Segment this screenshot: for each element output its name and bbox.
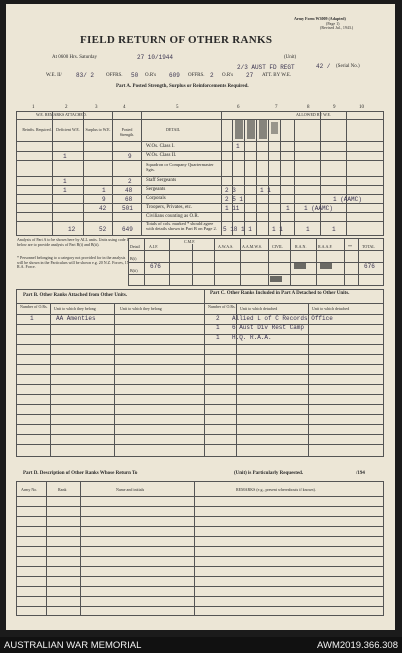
- row-value: 501: [122, 205, 133, 212]
- row-value: 1 1: [260, 187, 271, 194]
- row-detail: Totals of cols. marked * should agree with details shown in Part B on Page 2.: [146, 221, 217, 231]
- ors2-label: O.R's: [222, 73, 234, 78]
- part-c-unit: H.Q. R.A.A.: [232, 334, 272, 341]
- part-c-count: 2: [216, 315, 220, 322]
- part-c-col-number: Number of O.Rs.: [208, 304, 236, 309]
- row-value: 649: [122, 226, 133, 233]
- part-c-col-unit-2: Unit to which detached: [312, 306, 350, 311]
- offrs2-typed: 2: [210, 72, 214, 79]
- part-c-count: 1: [216, 324, 220, 331]
- at-hours-label: At 0600 Hrs. Saturday: [52, 55, 97, 60]
- offrs-typed: 50: [131, 72, 139, 79]
- part-b-unit: AA Amenties: [56, 315, 96, 322]
- analysis-header: R.A.A.F.: [318, 244, 333, 249]
- deficient-header: Deficient W.E.: [56, 127, 80, 132]
- archive-footer: [0, 637, 402, 653]
- unit-label: (Unit): [284, 55, 297, 60]
- att-label: ATT. BY W.E.: [262, 73, 292, 78]
- surplus-header: Surplus to W.E.: [85, 127, 111, 132]
- col-number-8: 8: [307, 105, 310, 110]
- part-d-col: Name and initials: [116, 487, 145, 492]
- part-b-title: Part B. Other Ranks Attached from Other Units.: [23, 293, 128, 298]
- offrs2-label: OFFRS.: [188, 73, 205, 78]
- analysis-total-value: 676: [364, 263, 375, 270]
- part-c-unit: 6 Aust Div Rest Camp: [232, 324, 305, 331]
- row-detail: Civilians counting as O.R.: [146, 214, 199, 219]
- part-b-col-unit: Unit to which they belong: [54, 306, 96, 311]
- col-number-9: 9: [333, 105, 336, 110]
- analysis-header: R.A.N.: [295, 244, 307, 249]
- date-typed: 27 10/1944: [137, 54, 174, 61]
- analysis-header: CIVIL: [272, 244, 283, 249]
- we-attached-header: W.E. REMARKS ATTACHED.: [36, 112, 87, 117]
- part-b-col-unit-2: Unit to which they belong: [120, 306, 162, 311]
- col-number-4: 4: [123, 105, 126, 110]
- row-value: 1 1: [272, 226, 283, 233]
- analysis-header: TOTAL: [362, 244, 375, 249]
- row-value: 2: [128, 178, 132, 185]
- ors2-typed: 27: [246, 72, 254, 79]
- analysis-header: C.M.F.: [184, 239, 196, 244]
- part-d-col: REMARKS (e.g., present whereabouts if known).: [236, 487, 316, 492]
- part-c-title: Part C. Other Ranks Included in Part A Detached to Other Units.: [210, 291, 350, 296]
- col-number-7: 7: [275, 105, 278, 110]
- page-number: (Page 1): [326, 21, 340, 26]
- serial-typed: 42 /: [316, 63, 331, 70]
- part-d-col: Rank: [58, 487, 67, 492]
- row-detail: W.Os. Class II.: [146, 153, 177, 158]
- part-d-col: Army No.: [21, 487, 38, 492]
- analysis-header: A.I.F.: [149, 244, 159, 249]
- reinf-header: Reinfts. Required.: [22, 127, 52, 132]
- row-detail: Troopers, Privates, etc.: [146, 205, 193, 210]
- form-title: FIELD RETURN OF OTHER RANKS: [80, 34, 273, 46]
- row-detail: Staff Sergeants: [146, 178, 177, 183]
- row-value: 1 (AAMC): [333, 196, 362, 203]
- row-detail: Corporals: [146, 196, 166, 201]
- col-number-1: 1: [32, 105, 35, 110]
- col-number-5: 5: [176, 105, 179, 110]
- row-value: 42: [99, 205, 107, 212]
- row-value: 1: [102, 187, 106, 194]
- row-value: 1: [286, 205, 290, 212]
- row-value: 1: [63, 178, 67, 185]
- row-value: 52: [99, 226, 107, 233]
- row-value: 1: [63, 153, 67, 160]
- row-detail: Sergeants: [146, 187, 166, 192]
- row-value: 1: [306, 226, 310, 233]
- row-value: 2 5 1: [225, 196, 244, 203]
- row-detail: Squadron or Company Quartermaster Sgts.: [146, 162, 214, 172]
- offrs-label: OFFRS.: [106, 73, 123, 78]
- footer-institution: AUSTRALIAN WAR MEMORIAL: [4, 640, 142, 651]
- posted-header: Posted Strength.: [119, 127, 135, 137]
- part-b-col-number: Number of O.Rs.: [20, 304, 48, 309]
- analysis-header: A.W.A.S.: [218, 244, 234, 249]
- row-value: 9: [128, 153, 132, 160]
- part-d-title: Part D. Description of Other Ranks Whose Return To: [23, 471, 138, 476]
- ors-label: O.R's: [145, 73, 157, 78]
- form-edition: (Revised Jul., 1943.): [320, 25, 354, 30]
- col-number-2: 2: [65, 105, 68, 110]
- analysis-row-label: B(i): [130, 256, 137, 261]
- analysis-note: Analysis of Part A to be shown here by ALL units. Units using code 1 below are to provide analysis of Part B(i) and B(ii).: [17, 237, 129, 247]
- analysis-row-label: B(ii): [130, 268, 138, 273]
- part-c-col-unit: Unit to which detached: [240, 306, 278, 311]
- row-value: 68: [125, 196, 133, 203]
- row-value: 1: [332, 226, 336, 233]
- row-value: 1 11: [225, 205, 240, 212]
- unit-typed: 2/3 AUST FD REGT: [237, 64, 295, 71]
- part-c-count: 1: [216, 334, 220, 341]
- part-c-unit: Allied L of C Records Office: [232, 315, 333, 322]
- row-value: 1: [63, 187, 67, 194]
- col-number-10: 10: [359, 105, 364, 110]
- analysis-header: **: [348, 244, 352, 249]
- we-typed: 83/ 2: [76, 72, 95, 79]
- detail-header: DETAIL: [166, 127, 181, 132]
- analysis-header: A.A.M.W.S.: [242, 244, 262, 249]
- row-value: 2 3: [225, 187, 236, 194]
- footer-catalog-id: AWM2019.366.308: [317, 640, 398, 651]
- ors-typed: 609: [169, 72, 180, 79]
- part-a-title: Part A. Posted Strength, Surplus or Reinforcements Required.: [116, 84, 249, 89]
- part-d-year: /194: [356, 471, 365, 476]
- we-label: W.E. II/: [46, 73, 62, 78]
- row-value: 9: [102, 196, 106, 203]
- row-value: 12: [68, 226, 76, 233]
- part-d-title-mid: (Unit) is Particularly Requested.: [234, 471, 304, 476]
- form-page: [6, 4, 395, 630]
- part-b-count: 1: [30, 315, 34, 322]
- serial-label: (Serial No.): [336, 64, 360, 69]
- row-value: 48: [125, 187, 133, 194]
- personnel-note: * Personnel belonging to a category not provided for in the analysis will be shown in the Particulars will be shown e.g. 20 N.Z. Forces, 15 R.A. Force.: [17, 255, 129, 269]
- allowed-header: ALLOWED BY W.E.: [296, 112, 331, 117]
- row-value: 5 18 1 1: [223, 226, 252, 233]
- row-detail: W.Os. Class I.: [146, 144, 175, 149]
- row-value: 1 (AAMC): [304, 205, 333, 212]
- row-value: 1: [236, 143, 240, 150]
- col-number-6: 6: [237, 105, 240, 110]
- form-id: Army Form W3009 (Adapted): [294, 16, 346, 21]
- analysis-aif-value: 676: [150, 263, 161, 270]
- col-number-3: 3: [95, 105, 98, 110]
- analysis-row-label: Detail: [130, 244, 140, 249]
